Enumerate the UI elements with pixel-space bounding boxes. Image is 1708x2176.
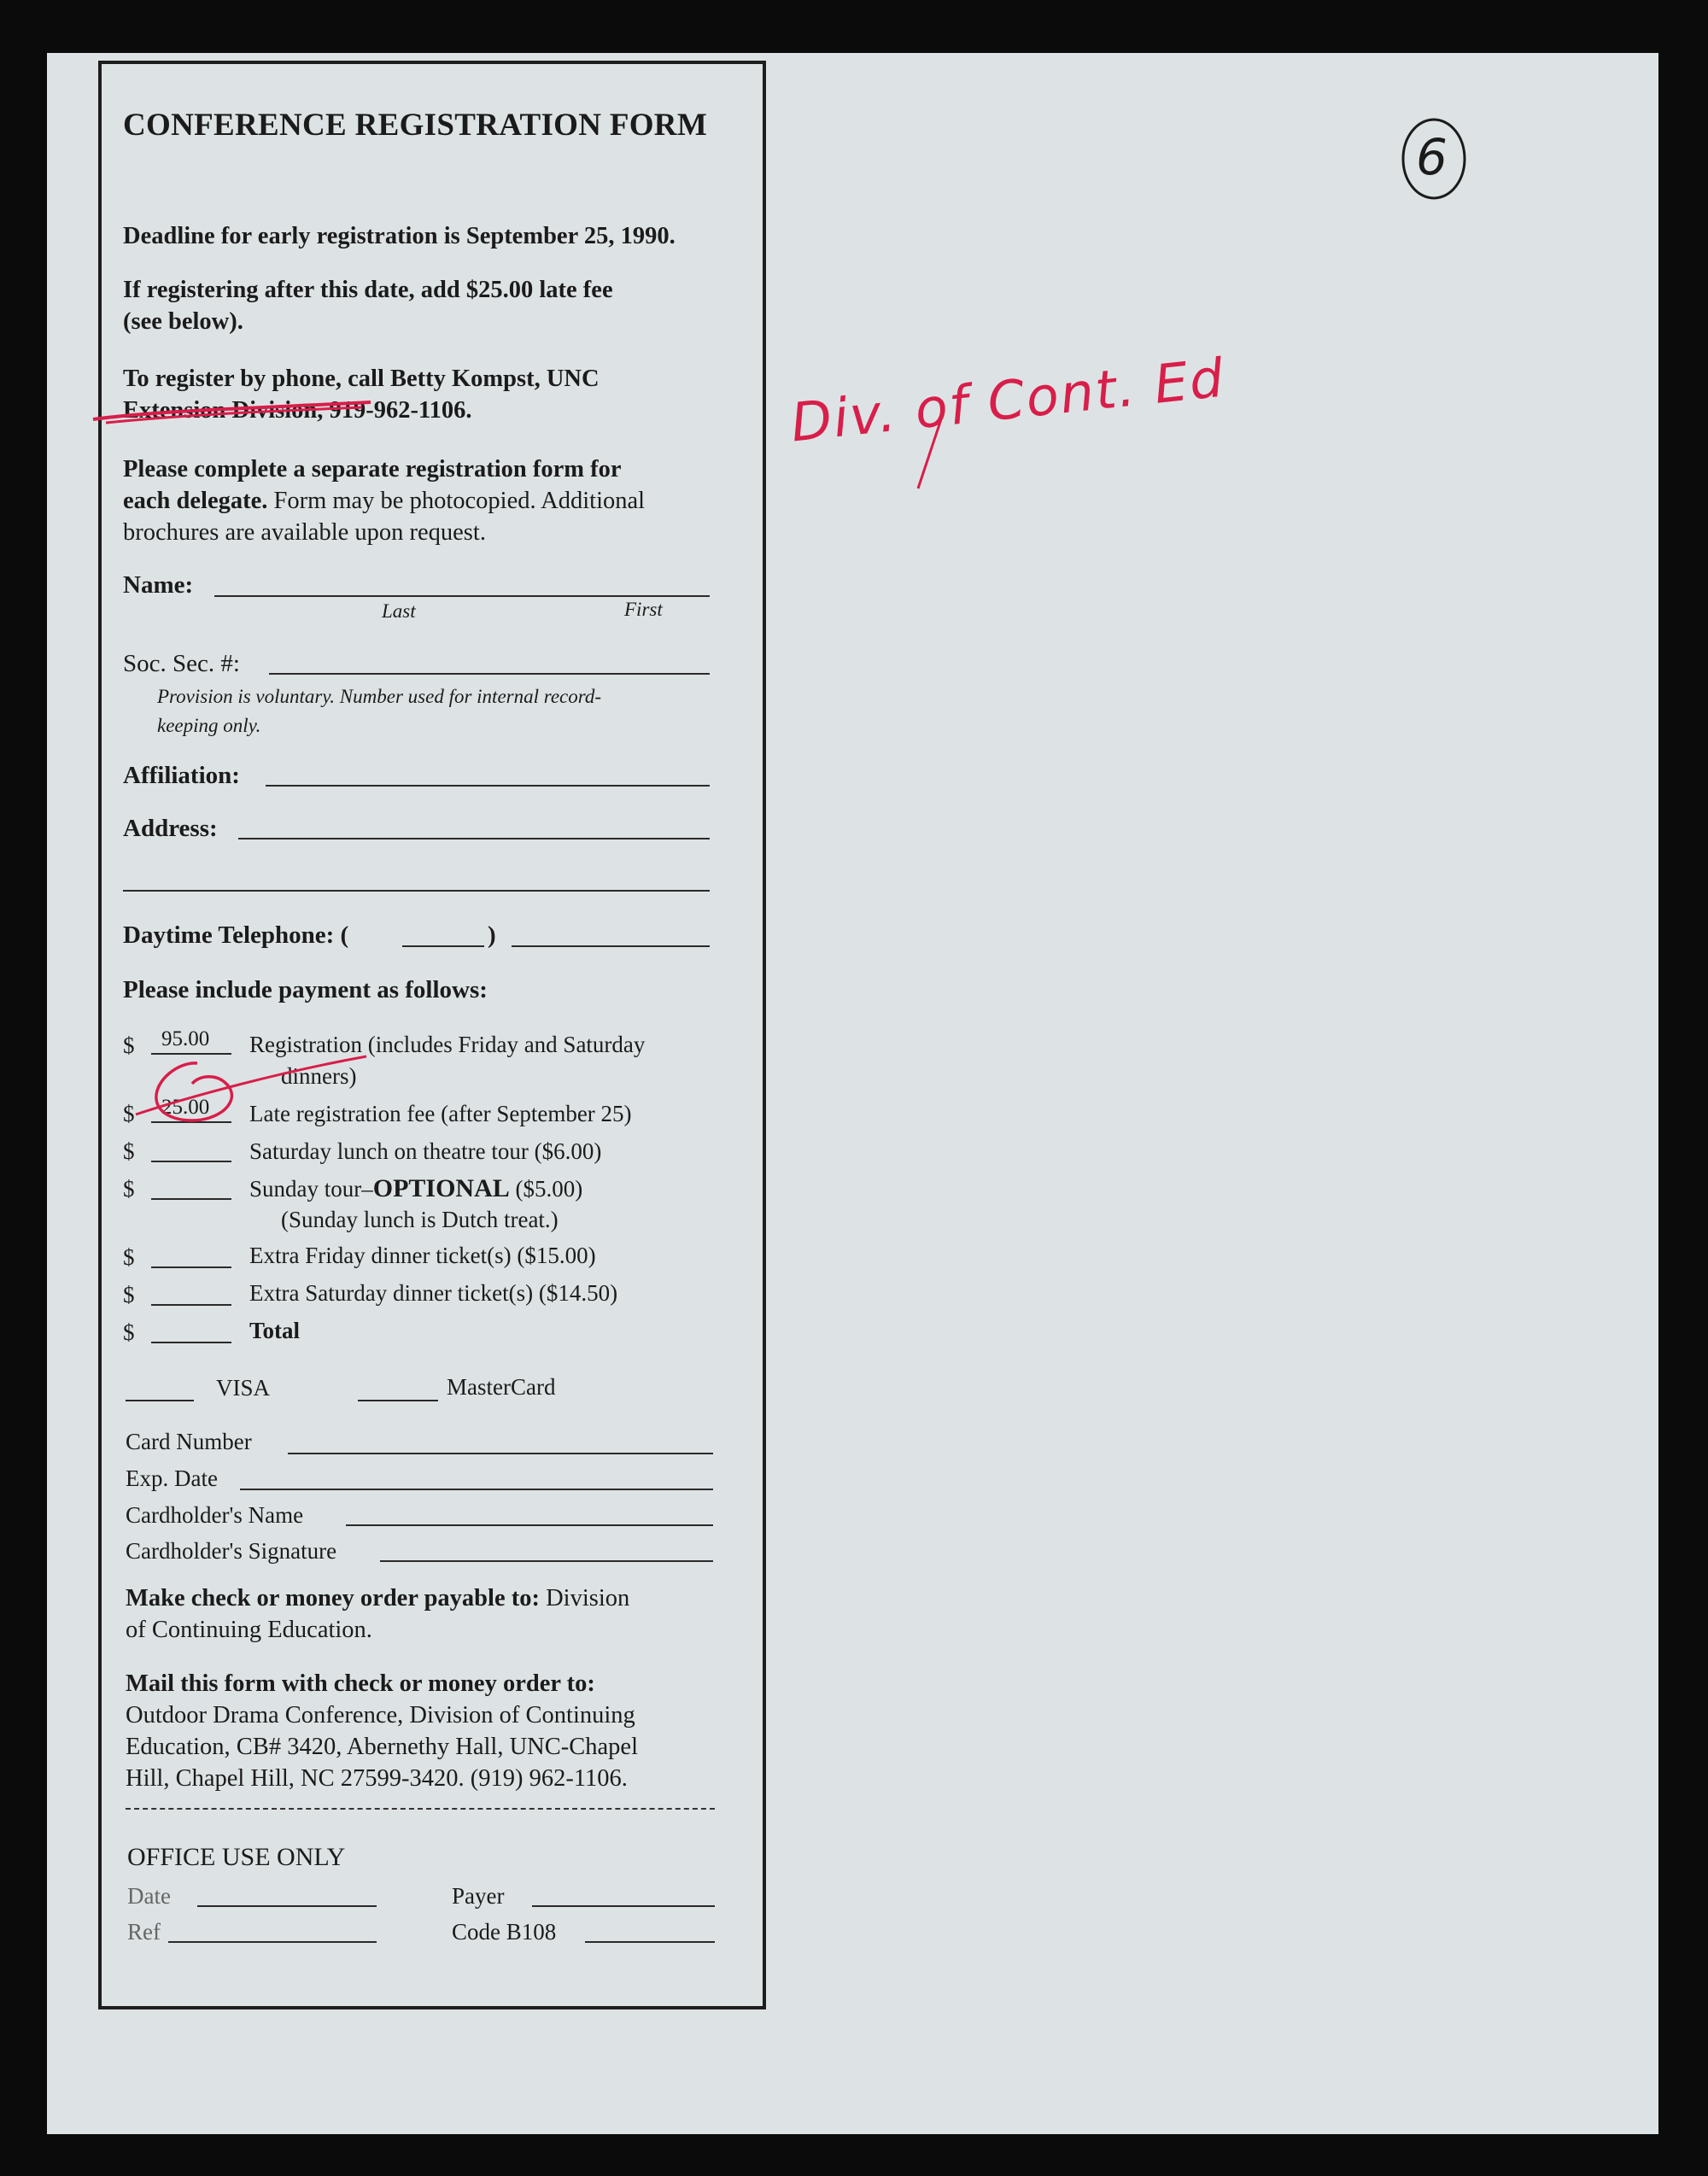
dollar-sign: $ bbox=[123, 1282, 135, 1307]
mastercard-checkbox[interactable] bbox=[358, 1400, 438, 1401]
cardholder-name-label: Cardholder's Name bbox=[126, 1502, 304, 1528]
separate-line-1: Please complete a separate registration form for bbox=[123, 456, 622, 483]
deadline-text: Deadline for early registration is September 25, 1990. bbox=[123, 223, 676, 249]
fee-field-friday-dinner[interactable] bbox=[151, 1266, 231, 1268]
office-use-heading: OFFICE USE ONLY bbox=[127, 1843, 346, 1871]
visa-label: VISA bbox=[216, 1375, 271, 1401]
dollar-sign: $ bbox=[123, 1176, 135, 1202]
fee-amount-late: 25.00 bbox=[161, 1096, 210, 1119]
telephone-label: Daytime Telephone: ( bbox=[123, 921, 349, 949]
name-label: Name: bbox=[123, 571, 194, 599]
office-ref-label: Ref bbox=[127, 1919, 161, 1945]
fee-field-total[interactable] bbox=[151, 1342, 231, 1343]
exp-date-label: Exp. Date bbox=[126, 1465, 218, 1491]
mail-address-2: Education, CB# 3420, Abernethy Hall, UNC-Chapel bbox=[126, 1734, 638, 1760]
photocopy-text: Form may be photocopied. Additional bbox=[267, 488, 646, 514]
struck-text: Extension Division, bbox=[123, 397, 324, 424]
mail-heading: Mail this form with check or money order to: bbox=[126, 1670, 595, 1697]
fee-label-saturday-lunch: Saturday lunch on theatre tour ($6.00) bbox=[249, 1138, 602, 1164]
separate-form-text-3: brochures are available upon request. bbox=[123, 519, 486, 546]
fee-label-registration: Registration (includes Friday and Saturday bbox=[249, 1032, 646, 1057]
office-payer-label: Payer bbox=[452, 1883, 505, 1909]
fee-label-total: Total bbox=[249, 1318, 301, 1343]
fee-label-registration-2: dinners) bbox=[281, 1063, 357, 1089]
visa-checkbox[interactable] bbox=[126, 1400, 194, 1401]
red-strike-mark bbox=[89, 395, 379, 430]
phone-number: 919-962-1106. bbox=[323, 397, 472, 424]
ssn-label: Soc. Sec. #: bbox=[123, 650, 240, 677]
sunday-tour-text: Sunday tour– bbox=[249, 1176, 373, 1202]
optional-text: OPTIONAL bbox=[372, 1174, 510, 1202]
dollar-sign: $ bbox=[123, 1244, 135, 1270]
payable-text-2: of Continuing Education. bbox=[126, 1617, 372, 1643]
office-ref-field[interactable] bbox=[168, 1941, 377, 1943]
fee-label-friday-dinner: Extra Friday dinner ticket(s) ($15.00) bbox=[249, 1243, 596, 1268]
mail-address-3: Hill, Chapel Hill, NC 27599-3420. (919) 962-1106. bbox=[126, 1765, 628, 1792]
mail-address: Outdoor Drama Conference, Division of Continuing bbox=[126, 1702, 635, 1729]
cardholder-signature-field[interactable] bbox=[380, 1560, 713, 1562]
ssn-note-2: keeping only. bbox=[157, 715, 261, 736]
fee-label-late: Late registration fee (after September 25) bbox=[249, 1101, 632, 1126]
fee-label-saturday-dinner: Extra Saturday dinner ticket(s) ($14.50) bbox=[249, 1280, 618, 1306]
address-field-2[interactable] bbox=[123, 890, 710, 892]
dollar-sign: $ bbox=[123, 1101, 135, 1126]
fee-field-saturday-dinner[interactable] bbox=[151, 1304, 231, 1306]
fee-label-sunday-tour bbox=[249, 1174, 582, 1203]
exp-date-field[interactable] bbox=[240, 1489, 713, 1490]
ssn-field[interactable] bbox=[269, 673, 710, 675]
area-code-field[interactable] bbox=[402, 945, 484, 947]
card-number-label: Card Number bbox=[126, 1429, 252, 1454]
fee-field-sunday-tour[interactable] bbox=[151, 1198, 231, 1200]
mastercard-label: MasterCard bbox=[447, 1374, 556, 1400]
ssn-note: Provision is voluntary. Number used for internal record- bbox=[157, 686, 602, 707]
card-number-field[interactable] bbox=[288, 1453, 713, 1454]
cardholder-name-field[interactable] bbox=[346, 1524, 713, 1526]
name-first-label: First bbox=[624, 599, 663, 620]
dollar-sign: $ bbox=[123, 1319, 135, 1345]
late-fee-text-2: (see below). bbox=[123, 308, 243, 335]
office-payer-field[interactable] bbox=[532, 1905, 715, 1907]
office-date-label: Date bbox=[127, 1883, 171, 1909]
cardholder-signature-label: Cardholder's Signature bbox=[126, 1538, 337, 1564]
phone-text: To register by phone, call Betty Kompst, UNC bbox=[123, 366, 600, 392]
separate-form-text-2 bbox=[123, 485, 645, 517]
office-date-field[interactable] bbox=[197, 1905, 377, 1907]
payable-text bbox=[126, 1582, 629, 1614]
affiliation-field[interactable] bbox=[266, 785, 710, 787]
payment-heading: Please include payment as follows: bbox=[123, 976, 488, 1003]
telephone-close-paren: ) bbox=[488, 921, 496, 949]
dollar-sign: $ bbox=[123, 1138, 135, 1164]
sunday-tour-price: ($5.00) bbox=[509, 1176, 583, 1202]
red-circle-mark bbox=[127, 1046, 383, 1140]
page-number: 6 bbox=[1416, 128, 1448, 186]
registration-form bbox=[98, 61, 766, 2009]
payable-heading: Make check or money order payable to: bbox=[126, 1585, 540, 1612]
address-label: Address: bbox=[123, 815, 218, 842]
name-last-label: Last bbox=[382, 600, 416, 622]
divider bbox=[126, 1808, 715, 1810]
handwritten-note: Div. of Cont. Ed bbox=[787, 346, 1228, 454]
office-code-field[interactable] bbox=[585, 1941, 715, 1943]
each-delegate: each delegate. bbox=[123, 488, 268, 514]
office-code-label: Code B108 bbox=[452, 1919, 557, 1945]
telephone-field[interactable] bbox=[512, 945, 710, 947]
address-field[interactable] bbox=[238, 838, 710, 839]
name-field[interactable] bbox=[214, 595, 710, 597]
separate-form-text bbox=[123, 453, 622, 485]
document-page bbox=[47, 53, 1658, 2134]
form-title: CONFERENCE REGISTRATION FORM bbox=[123, 108, 708, 143]
fee-field-saturday-lunch[interactable] bbox=[151, 1161, 231, 1162]
fee-amount-registration: 95.00 bbox=[161, 1027, 210, 1050]
affiliation-label: Affiliation: bbox=[123, 762, 240, 789]
payable-division: Division bbox=[539, 1585, 630, 1612]
late-fee-text: If registering after this date, add $25.00 late fee bbox=[123, 277, 613, 303]
dollar-sign: $ bbox=[123, 1032, 135, 1058]
note-underline bbox=[910, 403, 978, 497]
fee-label-sunday-tour-2: (Sunday lunch is Dutch treat.) bbox=[281, 1207, 559, 1232]
